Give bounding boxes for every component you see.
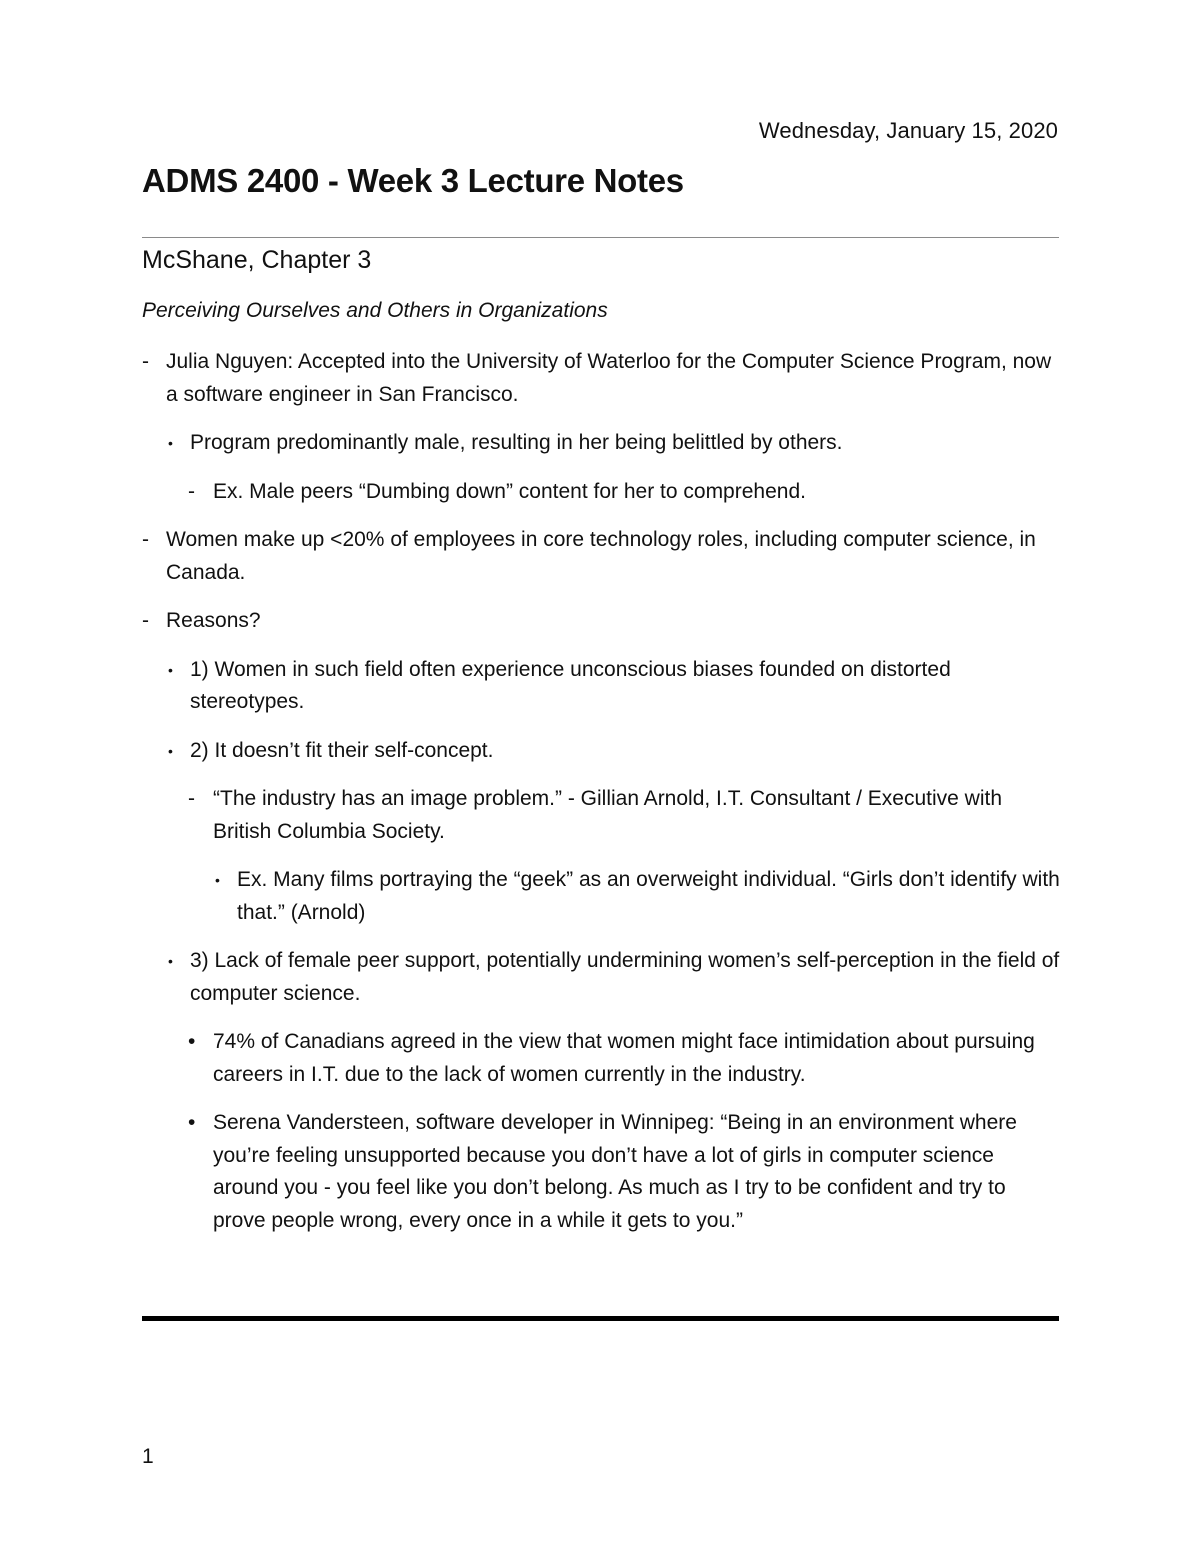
bullet-icon: • [168,953,173,969]
note-text: 3) Lack of female peer support, potentially undermining women’s self-perception in the field of computer science. [190,949,1060,1005]
dash-icon: - [188,787,195,810]
notes-list [142,346,1060,1253]
note-text: 74% of Canadians agreed in the view that women might face intimidation about pursuing careers in I.T. due to the lack of women currently in the industry. [213,1030,1035,1086]
note-item [142,605,1060,638]
bullet-icon: • [215,872,220,888]
bottom-divider [142,1316,1059,1321]
bullet-icon: • [168,661,173,678]
note-text: Serena Vandersteen, software developer in Winnipeg: “Being in an environment where you’re feeling unsupported because you don’t have a lot of girls in computer science around you - you feel like you don’t belong. As much as I try to be confident and try to prove people wrong, every once in a while it gets to you.” [213,1111,1017,1232]
note-text: “The industry has an image problem.” - Gillian Arnold, I.T. Consultant / Executive with British Columbia Society. [213,787,1003,843]
page-title: ADMS 2400 - Week 3 Lecture Notes [142,162,684,199]
note-text: Women make up <20% of employees in core technology roles, including computer science, in Canada. [166,528,1036,584]
note-item [142,945,1060,1010]
note-item [142,476,1060,509]
note-text: 2) It doesn’t fit their self-concept. [190,738,494,762]
note-text: Julia Nguyen: Accepted into the University of Waterloo for the Computer Science Program, now a software engineer in San Francisco. [166,350,1052,406]
note-text: Ex. Male peers “Dumbing down” content for her to comprehend. [213,479,806,503]
note-item [142,735,1060,768]
note-text: Ex. Many films portraying the “geek” as an overweight individual. “Girls don’t identify with that.” (Arnold) [237,868,1060,924]
note-item [142,346,1060,411]
note-item [142,427,1060,460]
lecture-date: Wednesday, January 15, 2020 [758,118,1058,143]
chapter-heading: McShane, Chapter 3 [142,246,372,274]
note-text: 1) Women in such field often experience unconscious biases founded on distorted stereotypes. [190,657,951,713]
note-item [142,654,1060,719]
dash-icon: - [142,528,149,551]
note-item [142,1026,1060,1091]
bullet-icon: • [188,1111,196,1134]
note-item [142,1107,1060,1237]
dash-icon: - [188,479,195,503]
dash-icon: - [142,350,149,373]
note-text: Reasons? [166,609,261,632]
bullet-icon: • [168,435,173,451]
bullet-icon: • [168,742,173,759]
note-item [142,783,1060,848]
dash-icon: - [142,609,149,632]
note-text: Program predominantly male, resulting in her being belittled by others. [190,431,843,454]
bullet-icon: • [188,1030,196,1053]
chapter-subtitle: Perceiving Ourselves and Others in Organizations [142,299,608,322]
page-number: 1 [142,1445,154,1468]
note-item [142,524,1060,589]
title-divider [142,237,1059,238]
note-item [142,864,1060,929]
